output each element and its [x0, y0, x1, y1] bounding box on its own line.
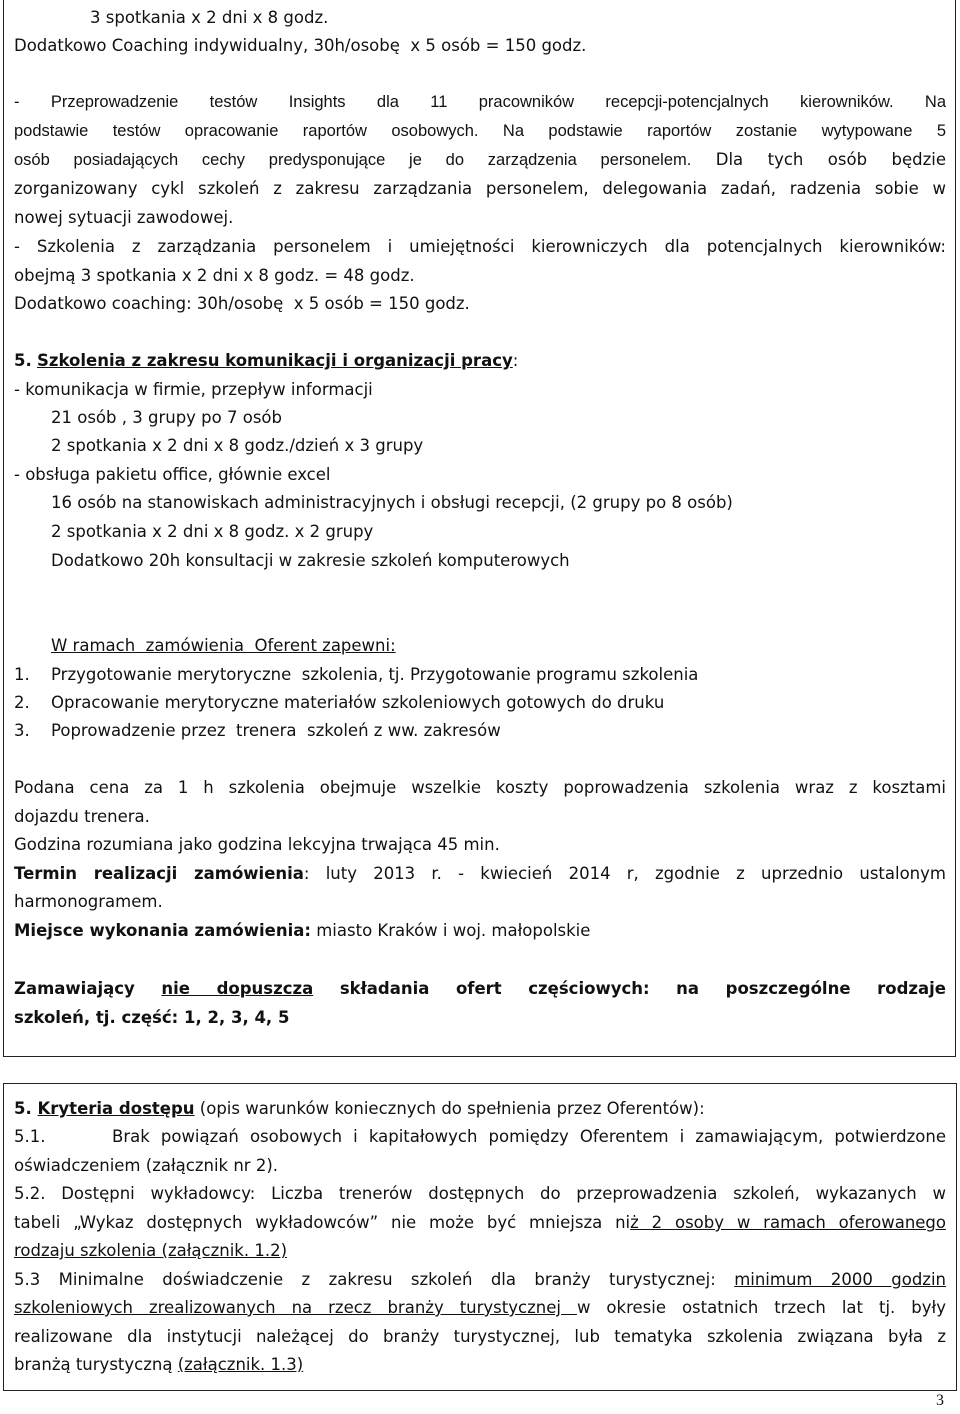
criteria-5-3-line-2: szkoleniowych zrealizowanych na rzecz branży turystycznej w okresie ostatnich trzech lat tj. były: [14, 1298, 946, 1317]
communication-people: 21 osób , 3 grupy po 7 osób: [51, 408, 282, 427]
criteria-5-2-line-1: 5.2. Dostępni wykładowcy: Liczba trenerów dostępnych do przeprowadzenia szkoleń, wykazanych w: [14, 1184, 946, 1203]
management-line-3: Dodatkowo coaching: 30h/osobę x 5 osób = 150 godz.: [14, 294, 470, 313]
criteria-5-2-line-3: rodzaju szkolenia (załącznik. 1.2): [14, 1241, 288, 1260]
partial-offers-line-2: szkoleń, tj. część: 1, 2, 3, 4, 5: [14, 1008, 290, 1027]
insights-line-3: osób posiadających cechy predysponujące je do zarządzenia personelem. Dla tych osób będzie: [14, 150, 946, 169]
term-line-2: harmonogramem.: [14, 892, 163, 911]
price-line-1: Podana cena za 1 h szkolenia obejmuje wszelkie koszty poprowadzenia szkolenia wraz z kosztami: [14, 778, 946, 797]
order-heading: W ramach zamówienia Oferent zapewni:: [51, 636, 396, 655]
partial-offers-line-1: Zamawiający nie dopuszcza składania ofert częściowych: na poszczególne rodzaje: [14, 979, 946, 998]
criteria-5-3-line-4: branżą turystyczną (załącznik. 1.3): [14, 1355, 304, 1374]
term-line-1: Termin realizacji zamówienia: luty 2013 r. - kwiecień 2014 r, zgodnie z uprzednio ustalonym: [14, 864, 946, 883]
communication-meetings: 2 spotkania x 2 dni x 8 godz./dzień x 3 grupy: [51, 436, 424, 455]
management-line-2: obejmą 3 spotkania x 2 dni x 8 godz. = 48 godz.: [14, 266, 415, 285]
insights-line-1: - Przeprowadzenie testów Insights dla 11 pracowników recepcji-potencjalnych kierowników. Na: [14, 93, 946, 111]
criteria-5-1-line-2: oświadczeniem (załącznik nr 2).: [14, 1156, 278, 1175]
hour-definition: Godzina rozumiana jako godzina lekcyjna trwająca 45 min.: [14, 835, 500, 854]
coaching-line: Dodatkowo Coaching indywidualny, 30h/osobę x 5 osób = 150 godz.: [14, 36, 587, 55]
criteria-5-1-line-1: 5.1. Brak powiązań osobowych i kapitałowych pomiędzy Oferentem i zamawiającym, potwierdzone: [14, 1127, 946, 1146]
office-line: - obsługa pakietu office, głównie excel: [14, 465, 331, 484]
office-meetings: 2 spotkania x 2 dni x 8 godz. x 2 grupy: [51, 522, 374, 541]
insights-line-4: zorganizowany cykl szkoleń z zakresu zarządzania personelem, delegowania zadań, radzenia sobie w: [14, 179, 946, 198]
order-item-1: 1. Przygotowanie merytoryczne szkolenia, tj. Przygotowanie programu szkolenia: [14, 665, 699, 684]
page-number: 3: [936, 1392, 944, 1409]
office-consultation: Dodatkowo 20h konsultacji w zakresie szkoleń komputerowych: [51, 551, 570, 570]
insights-line-5: nowej sytuacji zawodowej.: [14, 208, 234, 227]
section-5-heading: 5. Szkolenia z zakresu komunikacji i organizacji pracy:: [14, 351, 519, 370]
order-item-3: 3. Poprowadzenie przez trenera szkoleń z ww. zakresów: [14, 721, 501, 740]
criteria-5-3-line-1: 5.3 Minimalne doświadczenie z zakresu szkoleń dla branży turystycznej: minimum 2000 godzin: [14, 1270, 946, 1289]
place-line: Miejsce wykonania zamówienia: miasto Kraków i woj. małopolskie: [14, 921, 591, 940]
insights-line-2: podstawie testów opracowanie raportów osobowych. Na podstawie raportów zostanie wytypowane 5: [14, 122, 946, 140]
communication-line: - komunikacja w firmie, przepływ informacji: [14, 380, 373, 399]
office-people: 16 osób na stanowiskach administracyjnych i obsługi recepcji, (2 grupy po 8 osób): [51, 493, 733, 512]
criteria-heading: 5. Kryteria dostępu (opis warunków koniecznych do spełnienia przez Oferentów):: [14, 1099, 705, 1118]
meetings-line: 3 spotkania x 2 dni x 8 godz.: [90, 8, 329, 27]
management-line-1: - Szkolenia z zarządzania personelem i umiejętności kierowniczych dla potencjalnych kierowników:: [14, 237, 946, 256]
criteria-5-3-line-3: realizowane dla instytucji należącej do branży turystycznej, lub tematyka szkolenia związana była z: [14, 1327, 946, 1346]
criteria-5-2-line-2: tabeli „Wykaz dostępnych wykładowców” nie może być mniejsza niż 2 osoby w ramach oferowanego: [14, 1213, 946, 1232]
order-item-2: 2. Opracowanie merytoryczne materiałów szkoleniowych gotowych do druku: [14, 693, 665, 712]
price-line-2: dojazdu trenera.: [14, 807, 150, 826]
